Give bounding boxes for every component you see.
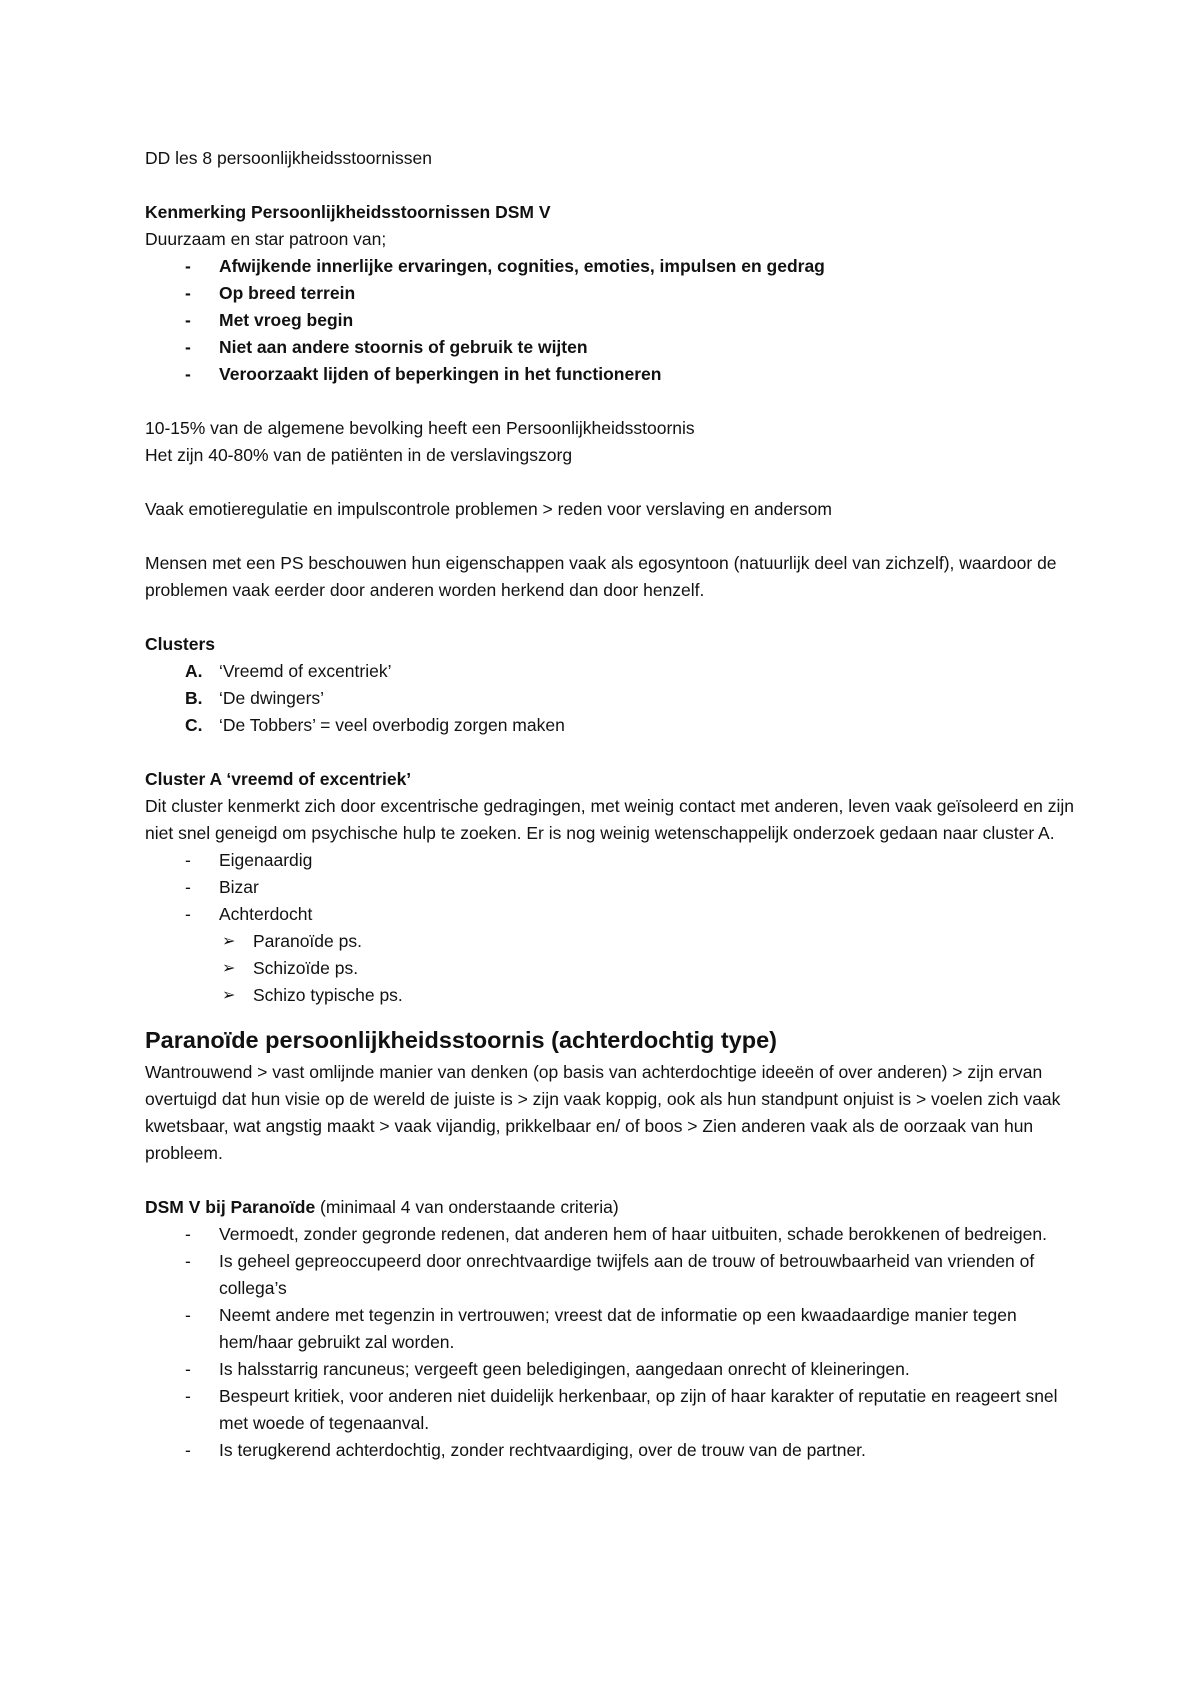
stat-verslavingszorg: Het zijn 40-80% van de patiënten in de verslavingszorg <box>145 445 573 465</box>
cluster-a-heading: Cluster A ‘vreemd of excentriek’ <box>145 769 412 789</box>
kenmerking-heading: Kenmerking Persoonlijkheidsstoornissen DSM V <box>145 202 551 222</box>
list-item-text: ‘De dwingers’ <box>219 688 325 708</box>
arrow-bullet-icon: ➢ <box>222 987 236 1004</box>
spacer <box>145 172 1080 199</box>
list-item <box>145 955 1080 982</box>
paragraph-emotieregulatie: Vaak emotieregulatie en impulscontrole problemen > reden voor verslaving en andersom <box>145 499 832 519</box>
clusters-heading: Clusters <box>145 634 216 654</box>
dsm-heading-bold: DSM V bij Paranoïde <box>145 1197 316 1217</box>
list-item-text: Schizo typische ps. <box>253 985 403 1005</box>
kenmerking-intro: Duurzaam en star patroon van; <box>145 229 387 249</box>
list-item: - Niet aan andere stoornis of gebruik te wijten <box>145 334 1080 361</box>
list-item: - Veroorzaakt lijden of beperkingen in het functioneren <box>145 361 1080 388</box>
cluster-a-paragraph: Dit cluster kenmerkt zich door excentrische gedragingen, met weinig contact met anderen, leven vaak geïsoleerd en zijn niet snel geneigd om psychische hulp te zoeken. Er is nog weinig wetenschappelijk onderzoek gedaan naar cluster A. <box>145 796 1074 843</box>
list-item-text: ‘De Tobbers’ = veel overbodig zorgen maken <box>219 715 565 735</box>
document-title: DD les 8 persoonlijkheidsstoornissen <box>145 148 432 168</box>
spacer <box>145 739 1080 766</box>
list-item-text: ‘Vreemd of excentriek’ <box>219 661 392 681</box>
list-item: - Achterdocht <box>145 901 1080 928</box>
list-item-text: Schizoïde ps. <box>253 958 359 978</box>
paragraph-egosyntoon: Mensen met een PS beschouwen hun eigenschappen vaak als egosyntoon (natuurlijk deel van zichzelf), waardoor de problemen vaak eerder door anderen worden herkend dan door henzelf. <box>145 553 1057 600</box>
spacer <box>145 604 1080 631</box>
list-item: - Bizar <box>145 874 1080 901</box>
cluster-a-traits <box>145 847 1080 928</box>
spacer <box>145 388 1080 415</box>
list-item: - Op breed terrein <box>145 280 1080 307</box>
cluster-a-types <box>145 928 1080 1009</box>
list-item: - Vermoedt, zonder gegronde redenen, dat anderen hem of haar uitbuiten, schade berokkenen of bedreigen. <box>145 1221 1080 1248</box>
list-item: - Is terugkerend achterdochtig, zonder rechtvaardiging, over de trouw van de partner. <box>145 1437 1080 1464</box>
list-item <box>145 982 1080 1009</box>
list-marker: C. <box>185 715 203 735</box>
paranoid-title: Paranoïde persoonlijkheidsstoornis (achterdochtig type) <box>145 1027 777 1053</box>
dsm-heading <box>145 1194 1080 1221</box>
stat-prevalence: 10-15% van de algemene bevolking heeft een Persoonlijkheidsstoornis <box>145 418 695 438</box>
spacer <box>145 469 1080 496</box>
clusters-list <box>145 658 1080 739</box>
list-item-text: Paranoïde ps. <box>253 931 362 951</box>
list-item <box>145 685 1080 712</box>
spacer <box>145 1167 1080 1194</box>
list-item: - Is geheel gepreoccupeerd door onrechtvaardige twijfels aan de trouw of betrouwbaarheid van vrienden of collega’s <box>145 1248 1080 1302</box>
arrow-bullet-icon: ➢ <box>222 960 236 977</box>
dsm-criteria-list <box>145 1221 1080 1464</box>
list-item <box>145 712 1080 739</box>
kenmerking-list <box>145 253 1080 388</box>
spacer <box>145 523 1080 550</box>
list-item: - Bespeurt kritiek, voor anderen niet duidelijk herkenbaar, op zijn of haar karakter of reputatie en reageert snel met woede of tegenaanval. <box>145 1383 1080 1437</box>
list-item <box>145 658 1080 685</box>
list-item: - Is halsstarrig rancuneus; vergeeft geen beledigingen, aangedaan onrecht of kleineringen. <box>145 1356 1080 1383</box>
list-marker: B. <box>185 688 203 708</box>
list-item <box>145 928 1080 955</box>
paranoid-paragraph: Wantrouwend > vast omlijnde manier van denken (op basis van achterdochtige ideeën of over anderen) > zijn ervan overtuigd dat hun visie op de wereld de juiste is > zijn vaak koppig, ook als hun standpunt onjuist is > voelen zich vaak kwetsbaar, wat angstig maakt > vaak vijandig, prikkelbaar en/ of boos > Zien anderen vaak als de oorzaak van hun probleem. <box>145 1062 1061 1163</box>
list-item: - Met vroeg begin <box>145 307 1080 334</box>
dsm-heading-rest: (minimaal 4 van onderstaande criteria) <box>315 1197 619 1217</box>
list-marker: A. <box>185 661 203 681</box>
list-item: - Neemt andere met tegenzin in vertrouwen; vreest dat de informatie op een kwaadaardige manier tegen hem/haar gebruikt zal worden. <box>145 1302 1080 1356</box>
list-item: - Eigenaardig <box>145 847 1080 874</box>
list-item: - Afwijkende innerlijke ervaringen, cognities, emoties, impulsen en gedrag <box>145 253 1080 280</box>
arrow-bullet-icon: ➢ <box>222 933 236 950</box>
